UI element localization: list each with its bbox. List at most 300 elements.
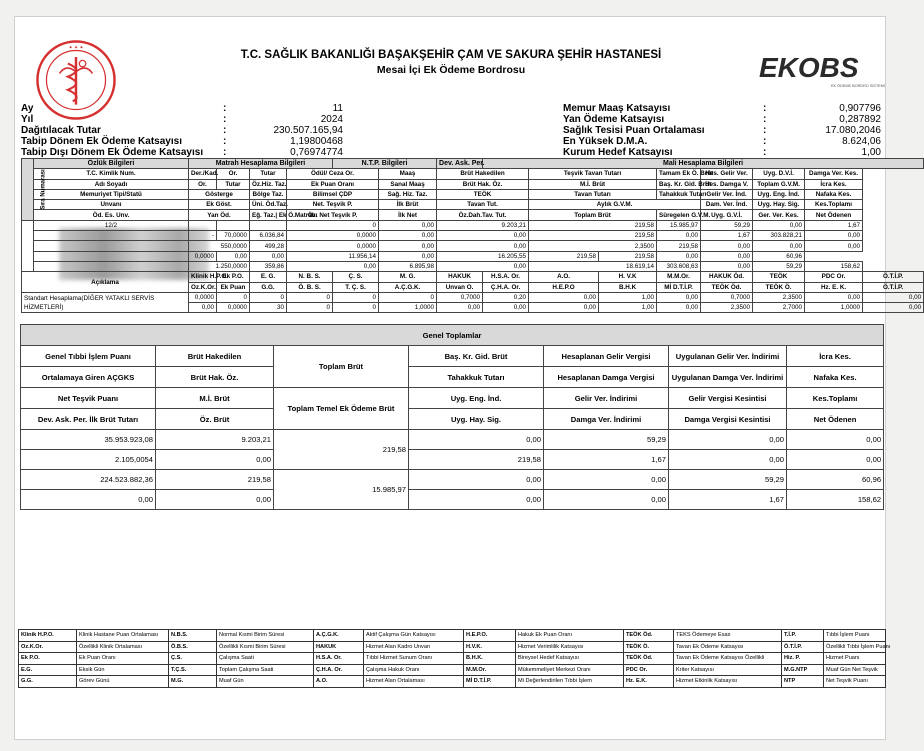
table-cell: 219,58 xyxy=(599,251,657,261)
table-row xyxy=(19,664,886,676)
table-cell: 0,0000 xyxy=(287,231,379,241)
column-header: Toplam Temel Ek Ödeme Brüt xyxy=(274,388,409,430)
legend-desc: Bireysel Hedef Katsayısı xyxy=(516,653,624,665)
total-value: 0,00 xyxy=(787,450,884,470)
table-cell: 219,58 xyxy=(529,220,657,230)
info-label: Memur Maaş Katsayısı xyxy=(563,103,671,114)
info-value: 1,19800468 xyxy=(290,136,343,147)
activity-value: 2,3500 xyxy=(701,303,753,313)
legend-key: A.Ç.G.K. xyxy=(314,630,364,642)
activity-header: HAKUK xyxy=(437,272,483,282)
column-header: Uygulanan Damga Ver. İndirimi xyxy=(669,367,787,388)
column-header: Sağ. Hiz. Taz. xyxy=(379,189,437,199)
table-cell: 0,00 xyxy=(701,261,753,271)
activity-header: Ö.T.İ.P. xyxy=(863,272,924,282)
legend-key: B.H.K. xyxy=(464,653,516,665)
total-value: 59,29 xyxy=(544,430,669,450)
legend-desc: Tavan Ek Ödeme Katsayısı xyxy=(674,641,782,653)
column-header: Öz.Dah.Tav. Tut. xyxy=(437,210,529,220)
info-label: En Yüksek D.M.A. xyxy=(563,136,648,147)
column-header: Gösterge xyxy=(189,189,250,199)
activity-value: 0,7000 xyxy=(701,292,753,302)
total-temel-value: 15.985,97 xyxy=(274,470,409,510)
legend-key: Ek P.O. xyxy=(19,653,77,665)
legend-desc: Muaf Gün Net Teşvik xyxy=(824,664,886,676)
info-label: Ay xyxy=(21,103,34,114)
info-label: Dağıtılacak Tutar xyxy=(21,125,101,136)
table-cell: 0,00 xyxy=(701,251,753,261)
column-header: İlk Net xyxy=(379,210,437,220)
table-row xyxy=(19,630,886,642)
legend-key: T.İ.P. xyxy=(782,630,824,642)
table-cell: 0,00 xyxy=(753,220,805,230)
table-row xyxy=(21,325,884,346)
total-value: 0,00 xyxy=(787,430,884,450)
column-header: Brüt Hak. Öz. xyxy=(437,179,529,189)
group-header: Matrah Hesaplama Bilgileri xyxy=(189,159,333,169)
totals-title: Genel Toplamlar xyxy=(21,325,884,346)
total-value: 35.953.923,08 xyxy=(21,430,156,450)
activity-header: N. B. S. xyxy=(287,272,333,282)
activity-value: 2,3500 xyxy=(753,292,805,302)
activity-value: 0,0000 xyxy=(217,303,250,313)
column-header: İcra Kes. xyxy=(805,179,863,189)
column-header: Genel Tıbbi İşlem Puanı xyxy=(21,346,156,367)
info-label: Yan Ödeme Katsayısı xyxy=(563,114,665,125)
table-row xyxy=(22,220,924,230)
info-label: Tabip Dışı Dönem Ek Ödeme Katsayısı xyxy=(21,147,204,158)
activity-value: 0 xyxy=(250,292,287,302)
activity-value: 0,00 xyxy=(529,303,599,313)
info-colon: : xyxy=(223,114,227,125)
table-cell xyxy=(34,251,189,261)
activity-value: 0,7000 xyxy=(437,292,483,302)
column-header: Uyg. Hay. Sig. xyxy=(753,200,805,210)
total-value: 224.523.882,36 xyxy=(21,470,156,490)
column-header: Ödül/ Ceza Or. xyxy=(287,169,379,179)
activity-header: H.S.A. Or. xyxy=(483,272,529,282)
column-header: Ger. Ver. Kes. xyxy=(753,210,805,220)
total-value: 1,67 xyxy=(669,490,787,510)
total-value: 0,00 xyxy=(669,450,787,470)
column-header: Bölge Taz. xyxy=(250,189,287,199)
table-cell: 1,67 xyxy=(701,231,753,241)
legend-desc: Net Teşvik Puanı xyxy=(824,676,886,688)
legend-key: Ö.B.S. xyxy=(169,641,217,653)
activity-header: Unvan O. xyxy=(437,282,483,292)
legend-desc: Aktif Çalışma Gün Katsayısı xyxy=(364,630,464,642)
legend-desc: Hakuk Ek Puan Oranı xyxy=(516,630,624,642)
info-value: 230.507.165,94 xyxy=(273,125,343,136)
activity-header: G.G. xyxy=(250,282,287,292)
table-cell: 70,0000 xyxy=(217,231,250,241)
column-header: Or. xyxy=(189,179,217,189)
table-row xyxy=(21,490,884,510)
info-label: Yıl xyxy=(21,114,34,125)
activity-header: Ek P.O. xyxy=(217,272,250,282)
table-cell: 6.036,84 xyxy=(250,231,287,241)
legend-desc: Tıbbi İşlem Puanı xyxy=(824,630,886,642)
legend-desc: Özellikli Tıbbi İşlem Puanı xyxy=(824,641,886,653)
activity-value: 0,00 xyxy=(483,303,529,313)
table-row xyxy=(22,272,924,282)
column-header: Bilimsel ÇDP xyxy=(287,189,379,199)
column-header: Toplam Brüt xyxy=(274,346,409,388)
legend-desc: Hizmet Etkinlik Katsayısı xyxy=(674,676,782,688)
totals-table xyxy=(20,324,884,510)
table-cell: 0,00 xyxy=(657,251,701,261)
column-header: Sanal Maaş xyxy=(379,179,437,189)
info-colon: : xyxy=(763,125,767,136)
activity-header: Ö.T.İ.P. xyxy=(863,282,924,292)
legend-key: Ö.T.İ.P. xyxy=(782,641,824,653)
legend-key: Klinik H.P.O. xyxy=(19,630,77,642)
table-row xyxy=(22,169,924,179)
group-header: Özlük Bilgileri xyxy=(34,159,189,169)
activity-header: H.E.P.O xyxy=(529,282,599,292)
info-colon: : xyxy=(763,103,767,114)
legend-key: T.Ç.S. xyxy=(169,664,217,676)
column-header: Toplam G.V.M. xyxy=(753,179,805,189)
column-header: Net. Teşvik P. xyxy=(287,200,379,210)
total-value: 158,62 xyxy=(787,490,884,510)
legend-desc: Toplam Çalışma Saati xyxy=(217,664,314,676)
column-header: Uyg. D.V.İ. xyxy=(753,169,805,179)
info-value: 11 xyxy=(332,103,343,114)
activity-value: 0,00 xyxy=(529,292,599,302)
activity-value: 1,00 xyxy=(599,292,657,302)
legend-desc: Hizmet Puanı xyxy=(824,653,886,665)
table-cell: 550,0000 xyxy=(189,241,250,251)
column-header: Damga Ver. Kes. xyxy=(805,169,863,179)
info-value: 0,287892 xyxy=(839,114,881,125)
column-header: Uyg. G.V.İ. xyxy=(701,210,753,220)
info-colon: : xyxy=(223,103,227,114)
table-row xyxy=(21,346,884,367)
info-value: 0,907796 xyxy=(839,103,881,114)
activity-header: Ö. B. S. xyxy=(287,282,333,292)
table-cell: 359,86 xyxy=(250,261,287,271)
column-header: Nafaka Kes. xyxy=(805,189,863,199)
legend-key: H.S.A. Or. xyxy=(314,653,364,665)
activity-header: Mİ D.T.İ.P. xyxy=(657,282,701,292)
info-colon: : xyxy=(763,136,767,147)
table-cell: 0,00 xyxy=(753,241,805,251)
activity-value: 0,0000 xyxy=(189,292,217,302)
column-header: Toplam Brüt xyxy=(529,210,657,220)
table-row xyxy=(21,367,884,388)
total-value: 0,00 xyxy=(544,490,669,510)
column-header: TEÖK xyxy=(437,189,529,199)
activity-value: 0,00 xyxy=(189,303,217,313)
column-header: Gelir Vergisi Kesintisi xyxy=(669,388,787,409)
column-header: Tavan Tut. xyxy=(437,200,529,210)
table-row xyxy=(22,189,924,199)
column-header: Nafaka Kes. xyxy=(787,367,884,388)
legend-key: H.E.P.O. xyxy=(464,630,516,642)
legend-key: M.G. xyxy=(169,676,217,688)
svg-text:✦ ✦ ✦: ✦ ✦ ✦ xyxy=(68,45,84,51)
brand-text: EKOBS xyxy=(759,52,859,83)
abbreviation-legend xyxy=(18,629,891,688)
table-row xyxy=(19,641,886,653)
table-cell: 0,00 xyxy=(437,231,529,241)
table-cell: 11.956,14 xyxy=(287,251,379,261)
legend-key: Hz. E.K. xyxy=(624,676,674,688)
table-cell: 0,0000 xyxy=(189,251,217,261)
legend-desc: Kriter Katsayısı xyxy=(674,664,782,676)
column-header: M.İ. Brüt xyxy=(529,179,657,189)
activity-value: 0 xyxy=(333,303,379,313)
table-row xyxy=(22,159,924,169)
column-header: Net Ödenen xyxy=(787,409,884,430)
info-colon: : xyxy=(223,136,227,147)
legend-desc: Tıbbi Hizmet Sunum Oranı xyxy=(364,653,464,665)
activity-value: 30 xyxy=(250,303,287,313)
column-header: Tavan Tutarı xyxy=(529,189,657,199)
table-row xyxy=(21,430,884,450)
activity-header: Hz. E. K. xyxy=(805,282,863,292)
legend-desc: Mükemmeliyet Merkezi Oranı xyxy=(516,664,624,676)
table-cell: 18.619,14 xyxy=(529,261,657,271)
activity-header: A.O. xyxy=(529,272,599,282)
table-cell: 6.895,98 xyxy=(379,261,437,271)
group-header: N.T.P. Bilgileri xyxy=(333,159,437,169)
column-header: Öd. Es. Unv. xyxy=(34,210,189,220)
legend-key: HAKUK xyxy=(314,641,364,653)
total-value: 9.203,21 xyxy=(156,430,274,450)
column-header: Hesaplanan Gelir Vergisi xyxy=(544,346,669,367)
activity-value: 0,00 xyxy=(805,292,863,302)
legend-key: G.G. xyxy=(19,676,77,688)
activity-header: PDC Or. xyxy=(805,272,863,282)
table-cell: 158,62 xyxy=(805,261,863,271)
legend-key: TEÖK Öd. xyxy=(624,653,674,665)
activity-header: TEÖK Ö. xyxy=(753,282,805,292)
table-row xyxy=(22,261,924,271)
column-header: Gelir Ver. İndirimi xyxy=(544,388,669,409)
table-row xyxy=(19,653,886,665)
activity-value: 1,0000 xyxy=(805,303,863,313)
column-header: Kes.Toplamı xyxy=(805,200,863,210)
column-header: Hesaplanan Damga Vergisi xyxy=(544,367,669,388)
column-header: Uygulanan Gelir Ver. İndirimi xyxy=(669,346,787,367)
document-title: Mesai İçi Ek Ödeme Bordrosu xyxy=(376,64,526,76)
table-row xyxy=(21,409,884,430)
total-value: 1,67 xyxy=(544,450,669,470)
activity-header: M.M.Or. xyxy=(657,272,701,282)
column-header: Unvanı xyxy=(34,200,189,210)
legend-desc: Hizmet Alan Kadro Unvan xyxy=(364,641,464,653)
info-label: Sağlık Tesisi Puan Ortalaması xyxy=(563,125,705,136)
column-header: Baş. Kr. Gid. Brüt xyxy=(657,179,701,189)
table-cell: 0,00 xyxy=(805,231,863,241)
total-value: 59,29 xyxy=(669,470,787,490)
total-value: 0,00 xyxy=(544,470,669,490)
column-header: Üni. Öd.Taz. xyxy=(250,200,287,210)
hospital-title: T.C. SAĞLIK BAKANLIĞI BAŞAKŞEHİR ÇAM VE SAKURA ŞEHİR HASTANESİ xyxy=(240,49,662,61)
activity-header: TEÖK xyxy=(753,272,805,282)
legend-desc: Çalışma Hakuk Oranı xyxy=(364,664,464,676)
column-header: Brüt Hakedilen xyxy=(156,346,274,367)
legend-desc: TEKS Ödemeye Esas xyxy=(674,630,782,642)
column-header: M.İ. Brüt xyxy=(156,388,274,409)
legend-desc: Özellikli Kısmi Birim Süresi xyxy=(217,641,314,653)
legend-key: M.M.Or. xyxy=(464,664,516,676)
detail-table xyxy=(21,158,924,313)
table-cell: 0,00 xyxy=(287,261,379,271)
column-header: Yan Öd. xyxy=(189,210,250,220)
table-cell: 0,0000 xyxy=(287,241,379,251)
table-cell: 0,00 xyxy=(379,251,437,261)
column-header: Teşvik Tavan Tutarı xyxy=(529,169,657,179)
table-row xyxy=(21,388,884,409)
column-header: İcra Kes. xyxy=(787,346,884,367)
activity-value: 0 xyxy=(379,292,437,302)
legend-key: Hiz. P. xyxy=(782,653,824,665)
info-colon: : xyxy=(223,125,227,136)
info-colon: : xyxy=(763,114,767,125)
legend-key: A.O. xyxy=(314,676,364,688)
column-header: Uyg. Eng. İnd. xyxy=(753,189,805,199)
table-cell xyxy=(217,220,250,230)
legend-desc: Eksik Gün xyxy=(77,664,169,676)
table-cell: 1.250,0000 xyxy=(189,261,250,271)
info-value: 8.624,06 xyxy=(842,136,881,147)
group-header: Dev. Ask. Per. xyxy=(437,159,483,169)
total-value: 0,00 xyxy=(409,490,544,510)
column-header: İlk Brüt xyxy=(379,200,437,210)
column-header: Gelir Ver. İnd. xyxy=(701,189,753,199)
table-cell: 12/2 xyxy=(34,220,189,230)
table-cell xyxy=(34,231,189,241)
table-cell: 219,58 xyxy=(529,251,599,261)
table-cell: 2,3500 xyxy=(529,241,657,251)
table-cell: 0,00 xyxy=(805,241,863,251)
total-brut-value: 219,58 xyxy=(274,430,409,470)
table-row xyxy=(22,251,924,261)
table-cell xyxy=(250,220,287,230)
activity-value: 0,00 xyxy=(657,292,701,302)
table-row xyxy=(22,210,924,220)
table-cell: 0,00 xyxy=(250,251,287,261)
column-header: Memuriyet Tipi/Statü xyxy=(34,189,189,199)
table-row xyxy=(22,241,924,251)
activity-value: 0,00 xyxy=(437,303,483,313)
info-label: Kurum Hedef Katsayısı xyxy=(563,147,673,158)
info-value: 2024 xyxy=(320,114,343,125)
info-value: 1,00 xyxy=(861,147,881,158)
table-cell: 60,96 xyxy=(753,251,805,261)
legend-desc: Muaf Gün xyxy=(217,676,314,688)
table-cell xyxy=(189,220,217,230)
activity-header: Klinik H.P.O. xyxy=(189,272,217,282)
table-cell: 499,28 xyxy=(250,241,287,251)
table-cell: 0,00 xyxy=(701,241,753,251)
table-cell: 219,58 xyxy=(529,231,657,241)
activity-value: 1,00 xyxy=(599,303,657,313)
activity-description: Standart Hesaplama(DİĞER YATAKLI SERVİS HİZMETLERİ) xyxy=(22,292,189,313)
legend-desc: Hizmet Verimlilik Katsayısı xyxy=(516,641,624,653)
table-row xyxy=(21,450,884,470)
activity-header: T. Ç. S. xyxy=(333,282,379,292)
table-cell: 59,29 xyxy=(753,261,805,271)
activity-header: Ç.H.A. Or. xyxy=(483,282,529,292)
activity-header: Ek Puan xyxy=(217,282,250,292)
legend-key: TEÖK Öd. xyxy=(624,630,674,642)
column-header: Tutar xyxy=(217,179,250,189)
total-value: 219,58 xyxy=(156,470,274,490)
column-header: Ek Göst. xyxy=(189,200,250,210)
table-cell: 59,29 xyxy=(701,220,753,230)
table-cell: 0 xyxy=(287,220,379,230)
column-header: Brüt Hak. Öz. xyxy=(156,367,274,388)
table-cell xyxy=(34,261,189,271)
activity-header: M. G. xyxy=(379,272,437,282)
column-header: Damga Ver. İndirimi xyxy=(544,409,669,430)
activity-header: H. V.K xyxy=(599,272,657,282)
info-value: 17.080,2046 xyxy=(825,125,881,136)
table-cell: 0,00 xyxy=(437,261,529,271)
legend-desc: Ek Puan Oranı xyxy=(77,653,169,665)
legend-desc: Mi Değerlendirilen Tıbbi İşlem xyxy=(516,676,624,688)
total-value: 60,96 xyxy=(787,470,884,490)
legend-key: TEÖK Ö. xyxy=(624,641,674,653)
legend-key: PDC Or. xyxy=(624,664,674,676)
legend-key: N.B.S. xyxy=(169,630,217,642)
column-header: Eğ. Taz.| Ek Ö.Matrahı xyxy=(250,210,287,220)
info-value: 0,76974774 xyxy=(290,147,343,158)
vertical-label-text: Sıra Numarası xyxy=(40,169,47,210)
column-header: Süregelen G.V.M. xyxy=(657,210,701,220)
column-header: Tahakkuk Tutarı xyxy=(409,367,544,388)
table-cell: 1,67 xyxy=(805,220,863,230)
legend-key: Oz.K.Or. xyxy=(19,641,77,653)
activity-value: 1,0000 xyxy=(379,303,437,313)
table-row xyxy=(22,179,924,189)
column-header: Uyg. Hay. Sig. xyxy=(409,409,544,430)
column-header: Net Ödenen xyxy=(805,210,863,220)
table-row xyxy=(22,200,924,210)
total-value: 0,00 xyxy=(409,470,544,490)
column-header: Öz. Brüt xyxy=(156,409,274,430)
column-header: Hes. Gelir Ver. xyxy=(701,169,753,179)
table-row xyxy=(22,231,924,241)
column-header: Adı Soyadı xyxy=(34,179,189,189)
table-cell: 303.828,21 xyxy=(753,231,805,241)
total-value: 0,00 xyxy=(156,450,274,470)
legend-desc: Çalışma Saati xyxy=(217,653,314,665)
table-cell: 0,00 xyxy=(437,241,529,251)
table-cell: 303.608,63 xyxy=(657,261,701,271)
column-header: Damga Vergisi Kesintisi xyxy=(669,409,787,430)
info-colon: : xyxy=(223,147,227,158)
column-header: Öz.Hiz. Taz. xyxy=(250,179,287,189)
column-header: Baş. Kr. Gid. Brüt xyxy=(409,346,544,367)
activity-value: 0 xyxy=(287,292,333,302)
column-header: Tahakkuk Tutarı xyxy=(657,189,701,199)
table-cell: 0,00 xyxy=(657,231,701,241)
table-cell xyxy=(34,241,189,251)
payroll-sheet xyxy=(14,16,922,740)
activity-value: 0,00 xyxy=(863,292,924,302)
table-cell: 15.985,97 xyxy=(657,220,701,230)
column-header: Brüt Hakedilen xyxy=(437,169,529,179)
column-header: Dam. Ver. İnd. xyxy=(701,200,753,210)
activity-label: Açıklama xyxy=(22,272,189,293)
activity-value: 0 xyxy=(287,303,333,313)
column-header: Tamam Ek Ö. Brüt xyxy=(657,169,701,179)
